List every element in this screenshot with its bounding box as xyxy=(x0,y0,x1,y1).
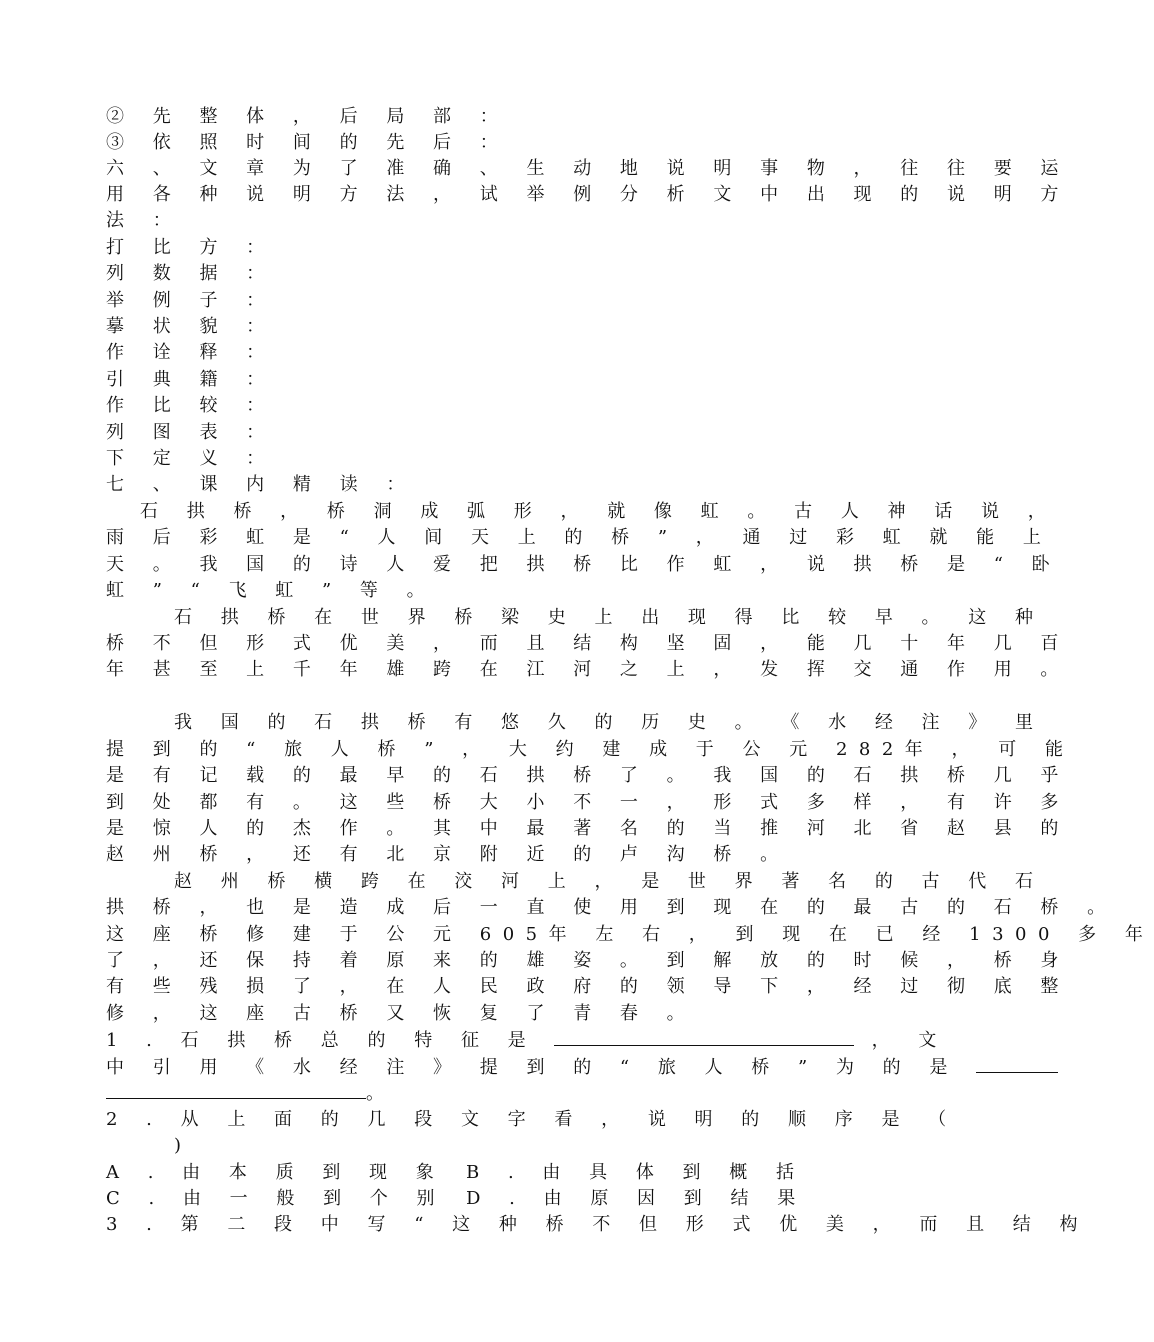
question-1-continuation: 中 引 用 《 水 经 注 》 提 到 的 “ 旅 人 桥 ” 为 的 是 xyxy=(106,1057,959,1078)
para3-line-3: 是 有 记 载 的 最 早 的 石 拱 桥 了 。 我 国 的 石 拱 桥 几 乎 xyxy=(106,765,1070,786)
method-analogy: 打 比 方 ： xyxy=(106,237,276,258)
para1-line-2: 雨 后 彩 虹 是 “ 人 间 天 上 的 桥 ” ， 通 过 彩 虹 就 能 上 xyxy=(106,527,1053,548)
method-definition: 下 定 义 ： xyxy=(106,448,276,469)
para1-line-4: 虹 ” “ 飞 虹 ” 等 。 xyxy=(106,580,437,601)
para4-line-1: 赵 州 桥 横 跨 在 洨 河 上 ， 是 世 界 著 名 的 古 代 石 xyxy=(174,871,1045,892)
para2-line-3: 年 甚 至 上 千 年 雄 跨 在 江 河 之 上 ， 发 挥 交 通 作 用 。 xyxy=(106,659,1070,680)
question-1-end-mark: 。 xyxy=(366,1083,396,1104)
para3-line-1: 我 国 的 石 拱 桥 有 悠 久 的 历 史 。 《 水 经 注 》 里 xyxy=(174,712,1045,733)
method-citation: 引 典 籍 ： xyxy=(106,369,276,390)
section-six-heading-line-3: 法 ： xyxy=(106,210,183,231)
method-description: 摹 状 貌 ： xyxy=(106,316,276,337)
para4-line-4: 了 ， 还 保 持 着 原 来 的 雄 姿 。 到 解 放 的 时 候 ， 桥 身 xyxy=(106,950,1070,971)
section-six-heading-line-1: 六 、 文 章 为 了 准 确 、 生 动 地 说 明 事 物 ， 往 往 要 运 xyxy=(106,158,1070,179)
method-chart: 列 图 表 ： xyxy=(106,422,276,443)
question-2-option-c[interactable]: C . 由 一 般 到 个 别 xyxy=(106,1188,447,1209)
para4-line-6: 修 ， 这 座 古 桥 又 恢 复 了 青 春 。 xyxy=(106,1003,697,1024)
question-2-option-b[interactable]: B . 由 具 体 到 概 括 xyxy=(466,1162,806,1183)
para4-line-2: 拱 桥 ， 也 是 造 成 后 一 直 使 用 到 现 在 的 最 古 的 石 桥 。 xyxy=(106,897,1117,918)
method-explanation: 作 诠 释 ： xyxy=(106,342,276,363)
question-1-answer-blank-1[interactable] xyxy=(554,1027,854,1046)
para3-line-4: 到 处 都 有 。 这 些 桥 大 小 不 一 ， 形 式 多 样 ， 有 许 多 xyxy=(106,792,1070,813)
question-1-line-3 xyxy=(106,1080,846,1106)
question-1-answer-blank-2-continued[interactable] xyxy=(106,1080,366,1099)
question-2-option-d[interactable]: D . 由 原 因 到 结 果 xyxy=(466,1188,807,1209)
question-2-option-a[interactable]: A . 由 本 质 到 现 象 xyxy=(106,1162,446,1183)
question-1-line-1 xyxy=(106,1027,948,1053)
question-2-stem: 2 . 从 上 面 的 几 段 文 字 看 ， 说 明 的 顺 序 是 （ xyxy=(106,1109,958,1130)
method-examples: 举 例 子 ： xyxy=(106,290,276,311)
question-3-stem: 3 . 第 二 段 中 写 “ 这 种 桥 不 但 形 式 优 美 ， 而 且 结 构 xyxy=(106,1214,1090,1235)
question-1-line-2 xyxy=(106,1054,959,1080)
question-1-stem: 1 . 石 拱 桥 总 的 特 征 是 xyxy=(106,1030,538,1051)
para3-line-6: 赵 州 桥 ， 还 有 北 京 附 近 的 卢 沟 桥 。 xyxy=(106,844,790,865)
para4-line-5: 有 些 残 损 了 ， 在 人 民 政 府 的 领 导 下 ， 经 过 彻 底 整 xyxy=(106,976,1070,997)
para4-line-3: 这 座 桥 修 建 于 公 元 605年 左 右 ， 到 现 在 已 经 1300 多 年 xyxy=(106,924,1154,945)
para1-line-3: 天 。 我 国 的 诗 人 爱 把 拱 桥 比 作 虹 ， 说 拱 桥 是 “ 卧 xyxy=(106,554,1062,575)
question-2-close-paren: ) xyxy=(174,1135,193,1156)
section-seven-heading: 七 、 课 内 精 读 ： xyxy=(106,474,416,495)
question-1-suffix: ， 文 xyxy=(871,1030,948,1051)
para2-line-2: 桥 不 但 形 式 优 美 ， 而 且 结 构 坚 固 ， 能 几 十 年 几 百 xyxy=(106,633,1070,654)
section-six-heading-line-2: 用 各 种 说 明 方 法 ， 试 举 例 分 析 文 中 出 现 的 说 明 方 xyxy=(106,184,1070,205)
para3-line-2: 提 到 的 “ 旅 人 桥 ” ， 大 约 建 成 于 公 元 282年 ， 可 能 xyxy=(106,739,1075,760)
para1-line-1: 石 拱 桥 ， 桥 洞 成 弧 形 ， 就 像 虹 。 古 人 神 话 说 ， xyxy=(140,501,1058,522)
order-item-2: ② 先 整 体 ， 后 局 部 ： xyxy=(106,106,510,127)
para3-line-5: 是 惊 人 的 杰 作 。 其 中 最 著 名 的 当 推 河 北 省 赵 县 的 xyxy=(106,818,1070,839)
method-comparison: 作 比 较 ： xyxy=(106,395,276,416)
order-item-3: ③ 依 照 时 间 的 先 后 ： xyxy=(106,132,510,153)
para2-line-1: 石 拱 桥 在 世 界 桥 梁 史 上 出 现 得 比 较 早 。 这 种 xyxy=(174,607,1045,628)
method-numbers: 列 数 据 ： xyxy=(106,263,276,284)
question-1-answer-blank-2[interactable] xyxy=(976,1054,1058,1073)
